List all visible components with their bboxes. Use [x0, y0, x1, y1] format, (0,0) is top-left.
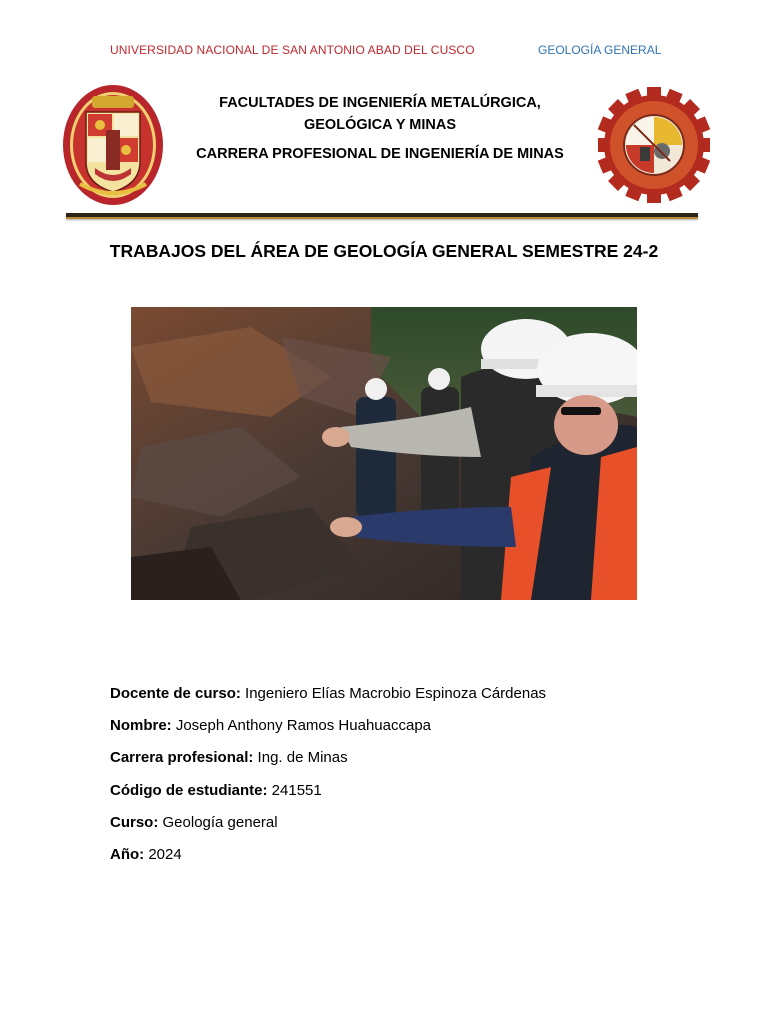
info-label: Docente de curso: [110, 685, 241, 702]
header-rule-accent [66, 217, 698, 219]
career-name: CARRERA PROFESIONAL DE INGENIERÍA DE MINAS [196, 146, 564, 162]
info-value: Geología general [158, 813, 278, 831]
info-row-docente [110, 678, 546, 710]
header-course-tag: GEOLOGÍA GENERAL [538, 43, 662, 57]
info-label: Carrera profesional: [110, 749, 254, 767]
student-info-block [110, 678, 546, 871]
mining-engineering-gear-seal-icon [598, 86, 710, 204]
university-coat-of-arms-icon [62, 84, 164, 206]
info-label: Código de estudiante: [110, 781, 268, 799]
geologists-examining-rock-photo [131, 307, 637, 600]
info-value: Ingeniero Elías Macrobio Espinoza Cárdenas [240, 685, 547, 702]
info-value: Joseph Anthony Ramos Huahuaccapa [171, 717, 432, 735]
info-value: 2024 [144, 846, 182, 864]
info-label: Año: [110, 846, 145, 864]
faculty-line-1: FACULTADES DE INGENIERÍA METALÚRGICA, [219, 95, 541, 111]
info-row-nombre [110, 710, 546, 742]
faculty-line-2: GEOLÓGICA Y MINAS [303, 117, 456, 133]
info-label: Nombre: [110, 717, 172, 735]
header-university: UNIVERSIDAD NACIONAL DE SAN ANTONIO ABAD DEL CUSCO [110, 43, 475, 57]
info-value: Ing. de Minas [253, 749, 348, 767]
info-row-anio [110, 839, 546, 871]
info-row-codigo [110, 775, 546, 807]
info-row-curso [110, 807, 546, 839]
info-row-carrera [110, 742, 546, 774]
info-label: Curso: [110, 813, 159, 831]
faculty-name [170, 92, 590, 136]
info-value: 241551 [267, 781, 322, 799]
document-title: TRABAJOS DEL ÁREA DE GEOLOGÍA GENERAL SEMESTRE 24-2 [109, 241, 659, 261]
